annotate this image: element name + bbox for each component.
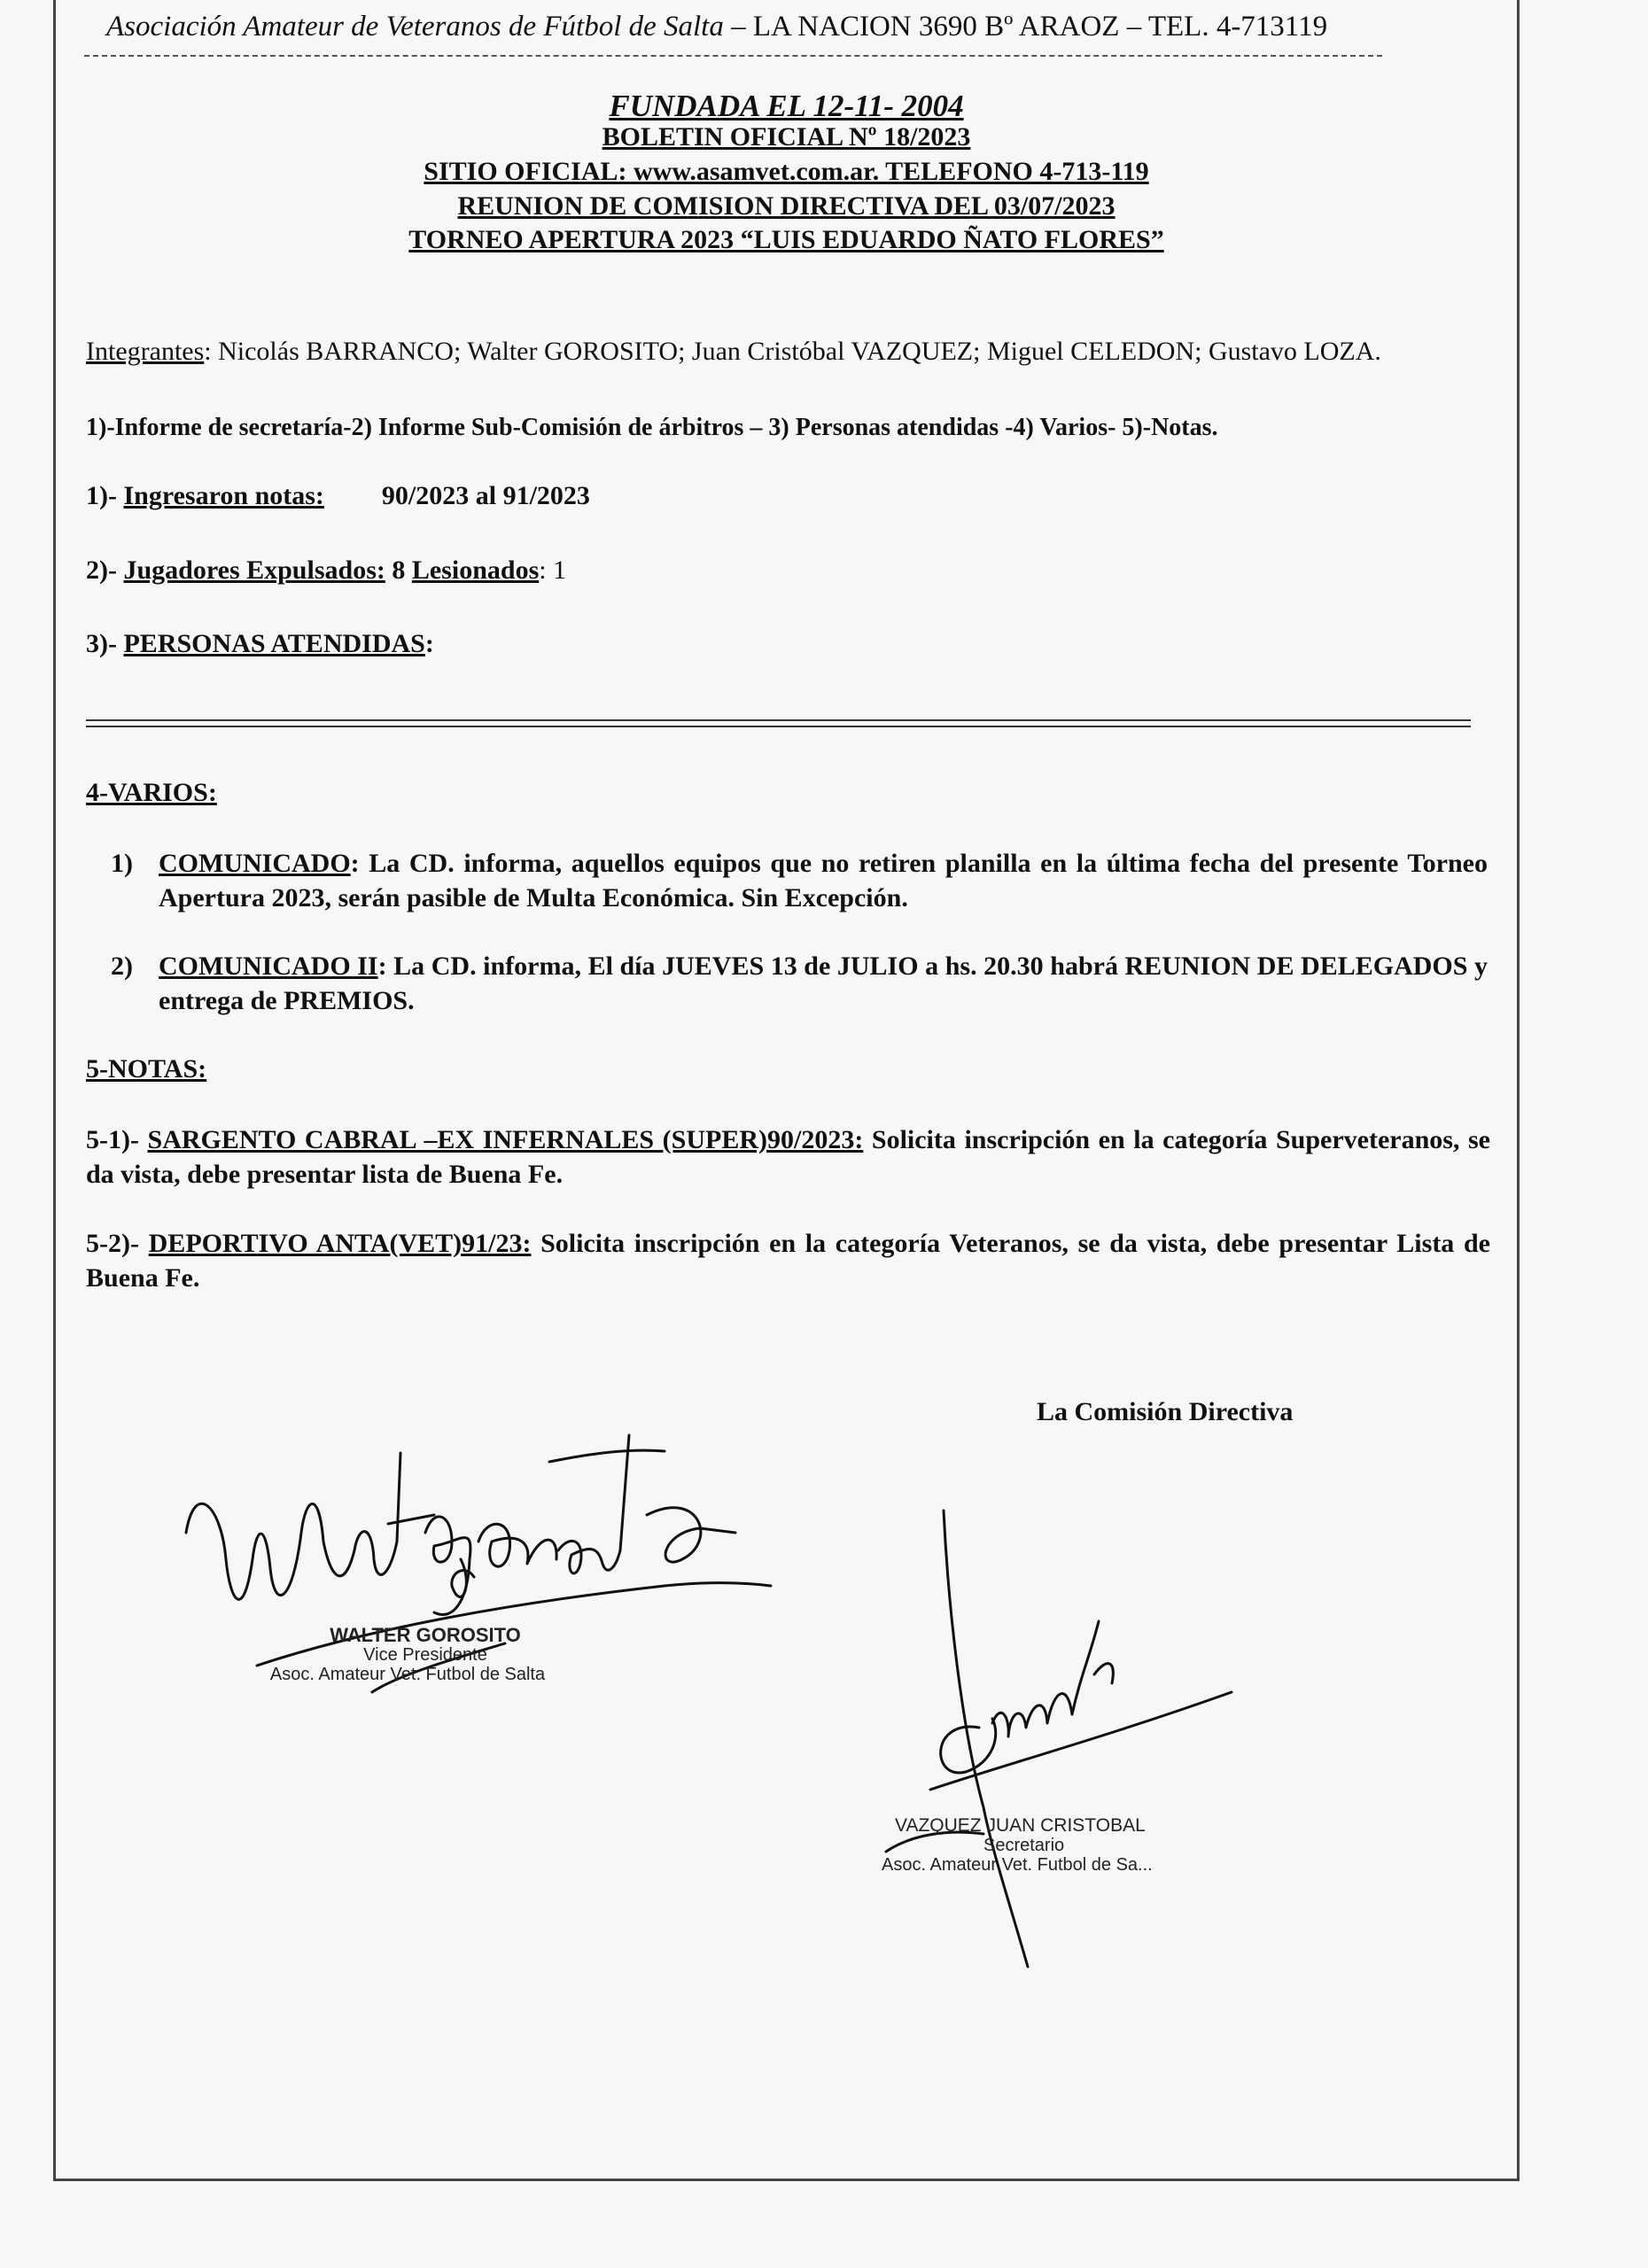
founded-date: FUNDADA EL 12-11- 2004 [609, 89, 964, 123]
expelled-label: Jugadores Expulsados: [123, 555, 385, 585]
nota-item: 5-2)- DEPORTIVO ANTA(VET)91/23: Solicita inscripción en la categoría Veteranos, se da vista, debe presentar Lista de Buena Fe. [86, 1229, 1490, 1293]
stamp-right-role: Secretario [983, 1836, 1065, 1855]
nota-item-label: DEPORTIVO ANTA(VET)91/23: [148, 1229, 532, 1258]
section-players: 2)- Jugadores Expulsados: 8 Lesionados: 1 [86, 555, 567, 585]
varios-item-label: COMUNICADO II [159, 951, 378, 981]
notes-received-value: 90/2023 al 91/2023 [381, 481, 590, 510]
tournament-title: TORNEO APERTURA 2023 “LUIS EDUARDO ÑATO FLORES” [408, 225, 1164, 254]
stamp-left-role: Vice Presidente [363, 1645, 487, 1665]
page-border [53, 0, 1520, 2181]
address-phone: – LA NACION 3690 Bº ARAOZ – TEL. 4-713119 [731, 11, 1328, 43]
signature-left [168, 1400, 806, 1736]
stamp-left [266, 1626, 585, 1684]
stamp-right-org: Asoc. Amateur Vet. Futbol de Sa... [882, 1855, 1153, 1875]
letterhead [106, 11, 1327, 43]
members-list: : Nicolás BARRANCO; Walter GOROSITO; Juan Cristóbal VAZQUEZ; Miguel CELEDON; Gustavo LOZA. [204, 337, 1381, 366]
section-persons-attended: 3)- PERSONAS ATENDIDAS: [86, 629, 434, 658]
stamp-right-name: VAZQUEZ JUAN CRISTOBAL [895, 1815, 1146, 1836]
injured-value: : 1 [539, 555, 567, 585]
stamp-right [882, 1815, 1214, 1875]
persons-attended-label: PERSONAS ATENDIDAS [123, 629, 425, 658]
varios-item: 2) COMUNICADO II: La CD. informa, El día JUEVES 13 de JULIO a hs. 20.30 habrá REUNION DE DELEGADOS y entrega de PREMIOS. [111, 951, 1489, 1015]
members-label: Integrantes [86, 337, 205, 366]
varios-item-label: COMUNICADO [159, 849, 351, 878]
association-name: Asociación Amateur de Veteranos de Fútbol de Salta [106, 11, 724, 43]
notes-received-label: Ingresaron notas: [123, 481, 324, 510]
section-notes-received: 1)- Ingresaron notas: 90/2023 al 91/2023 [86, 481, 590, 510]
varios-item: 1) COMUNICADO: La CD. informa, aquellos equipos que no retiren planilla en la última fecha del presente Torneo Apertura 2023, serán pasible de Multa Económica. Sin Excepción. [111, 849, 1488, 913]
closing-commission: La Comisión Directiva [1037, 1397, 1294, 1426]
stamp-left-name: WALTER GOROSITO [330, 1624, 521, 1646]
meeting-title: REUNION DE COMISION DIRECTIVA DEL 03/07/2023 [457, 191, 1116, 221]
official-site: SITIO OFICIAL: www.asamvet.com.ar. TELEFONO 4-713-119 [424, 157, 1149, 186]
members-paragraph [86, 334, 1490, 369]
nota-item-text: Solicita inscripción en la categoría Veteranos, se da vista, debe presentar Lista de Buena Fe. [86, 1229, 1490, 1293]
notas-heading: 5-NOTAS: [86, 1054, 207, 1084]
nota-item-label: SARGENTO CABRAL –EX INFERNALES (SUPER)90/2023: [147, 1125, 864, 1154]
agenda-line: 1)-Informe de secretaría-2) Informe Sub-Comisión de árbitros – 3) Personas atendidas -4) Varios- 5)-Notas. [86, 414, 1218, 441]
header-dashed-rule [84, 55, 1382, 57]
varios-item-text: : La CD. informa, aquellos equipos que no retiren planilla en la última fecha del presente Torneo Apertura 2023, serán pasible de Multa Económica. Sin Excepción. [159, 849, 1488, 913]
varios-item-text: : La CD. informa, El día JUEVES 13 de JULIO a hs. 20.30 habrá REUNION DE DELEGADOS y entrega de PREMIOS. [159, 951, 1489, 1015]
varios-heading: 4-VARIOS: [86, 778, 217, 807]
stamp-left-org: Asoc. Amateur Vet. Futbol de Salta [269, 1665, 546, 1684]
nota-item-text: Solicita inscripción en la categoría Superveteranos, se da vista, debe presentar lista de Buena Fe. [86, 1125, 1490, 1189]
double-divider [86, 719, 1471, 727]
expelled-value: 8 [385, 555, 412, 585]
bulletin-number: BOLETIN OFICIAL Nº 18/2023 [602, 122, 971, 151]
signature-right [877, 1497, 1267, 1976]
injured-label: Lesionados [411, 555, 540, 585]
nota-item: 5-1)- SARGENTO CABRAL –EX INFERNALES (SUPER)90/2023: Solicita inscripción en la categoría Superveteranos, se da vista, debe presentar lista de Buena Fe. [86, 1125, 1490, 1189]
